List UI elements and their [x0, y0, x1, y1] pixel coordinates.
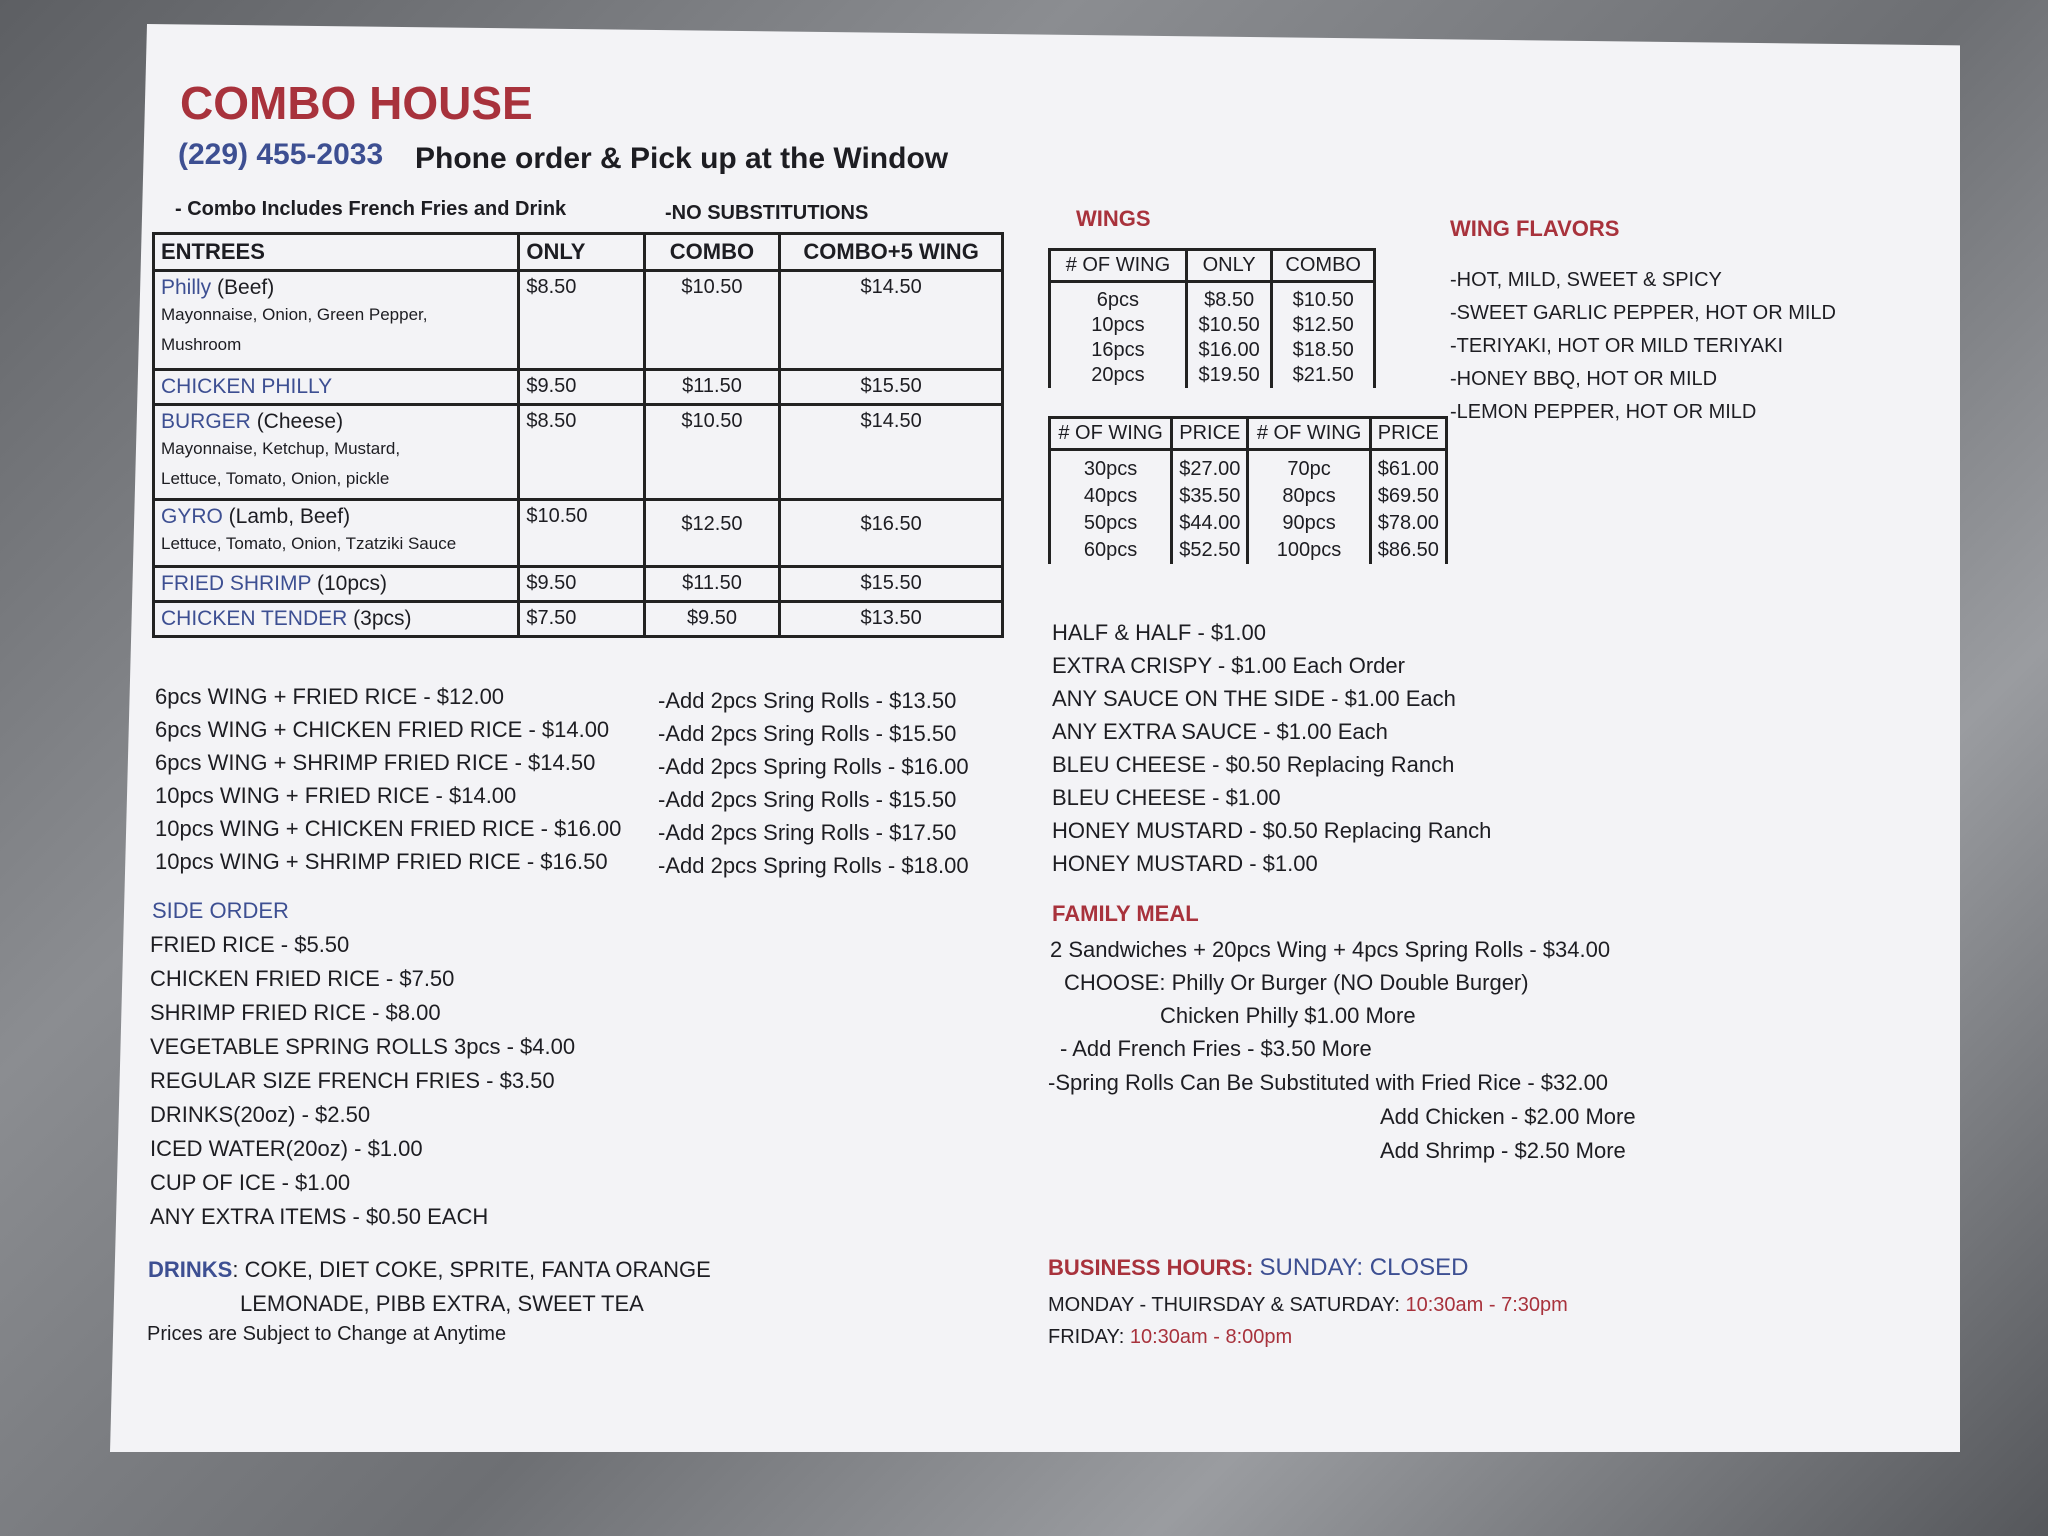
- header-combo: COMBO: [1272, 250, 1375, 282]
- wing-flavors-list: [1450, 264, 1836, 429]
- list-item: BLEU CHEESE - $0.50 Replacing Ranch: [1052, 752, 1455, 777]
- entrees-header-row: [154, 234, 1003, 271]
- list-item: -SWEET GARLIC PEPPER, HOT OR MILD: [1450, 302, 1836, 324]
- wing-count: 60pcs: [1050, 537, 1172, 564]
- family-meal-line: Add Chicken - $2.00 More: [1380, 1104, 1636, 1129]
- price-combo: $12.50: [1272, 313, 1375, 338]
- extras-list: [1052, 616, 1491, 880]
- list-item: ANY EXTRA SAUCE - $1.00 Each: [1052, 719, 1388, 744]
- entree-extra: (Lamb, Beef): [222, 505, 351, 528]
- list-item: -Add 2pcs Spring Rolls - $18.00: [658, 853, 969, 878]
- wing-count: 30pcs: [1050, 456, 1172, 483]
- list-item: HONEY MUSTARD - $1.00: [1052, 851, 1318, 876]
- price-only: $10.50: [519, 500, 644, 567]
- wing-count: 70pc: [1248, 456, 1370, 483]
- list-item: CUP OF ICE - $1.00: [150, 1170, 351, 1195]
- price-combo: $9.50: [644, 602, 780, 637]
- family-meal-line: CHOOSE: Philly Or Burger (NO Double Burger): [1064, 970, 1529, 995]
- header-wing-count: # OF WING: [1050, 418, 1172, 450]
- list-item: EXTRA CRISPY - $1.00 Each Order: [1052, 653, 1405, 678]
- side-order-list: [150, 928, 575, 1234]
- price: $27.00: [1172, 456, 1248, 483]
- table-row: [154, 602, 1003, 637]
- spring-roll-addons: [658, 684, 969, 882]
- list-item: ANY SAUCE ON THE SIDE - $1.00 Each: [1052, 686, 1456, 711]
- drinks-list: : COKE, DIET COKE, SPRITE, FANTA ORANGE: [232, 1257, 711, 1282]
- price-only: $19.50: [1186, 363, 1272, 388]
- header-only: ONLY: [1186, 250, 1272, 282]
- wing-count: 20pcs: [1050, 363, 1187, 388]
- sunday-hours: SUNDAY: CLOSED: [1259, 1254, 1469, 1281]
- price-combo: $18.50: [1272, 338, 1375, 363]
- list-item: 6pcs WING + SHRIMP FRIED RICE - $14.50: [155, 750, 596, 775]
- price-combo-5-wing: $15.50: [780, 567, 1003, 602]
- friday-label: FRIDAY:: [1048, 1326, 1125, 1348]
- list-item: 6pcs WING + CHICKEN FRIED RICE - $14.00: [155, 717, 610, 742]
- table-row: [1050, 313, 1375, 338]
- business-hours-label: BUSINESS HOURS:: [1048, 1255, 1254, 1280]
- price-combo-5-wing: $14.50: [780, 405, 1003, 500]
- list-item: -TERIYAKI, HOT OR MILD TERIYAKI: [1450, 335, 1784, 357]
- table-row: [154, 271, 1003, 370]
- family-meal-title: FAMILY MEAL: [1052, 901, 1199, 926]
- price-only: $7.50: [519, 602, 644, 637]
- entree-desc: Mayonnaise, Onion, Green Pepper, Mushroom: [161, 305, 428, 354]
- list-item: -Add 2pcs Sring Rolls - $17.50: [658, 820, 957, 845]
- wing-count: 40pcs: [1050, 483, 1172, 510]
- table-row: [1050, 288, 1375, 313]
- drinks-label: DRINKS: [148, 1257, 233, 1282]
- list-item: -LEMON PEPPER, HOT OR MILD: [1450, 401, 1757, 423]
- price-only: $10.50: [1186, 313, 1272, 338]
- price-only: $9.50: [519, 370, 644, 405]
- header-combo: COMBO: [644, 234, 780, 271]
- header-price: PRICE: [1370, 418, 1446, 450]
- entree-name: CHICKEN PHILLY: [161, 375, 333, 398]
- price-only: $9.50: [519, 567, 644, 602]
- list-item: HALF & HALF - $1.00: [1052, 620, 1266, 645]
- price: $78.00: [1370, 510, 1446, 537]
- family-meal-line: Add Shrimp - $2.50 More: [1380, 1138, 1626, 1163]
- price-combo: $10.50: [644, 405, 780, 500]
- entree-name: GYRO: [161, 505, 223, 528]
- entree-extra: (10pcs): [311, 572, 387, 595]
- header-wing-count: # OF WING: [1050, 250, 1187, 282]
- wing-rice-list: [155, 680, 621, 878]
- friday-time: 10:30am - 8:00pm: [1129, 1326, 1293, 1348]
- list-item: -Add 2pcs Sring Rolls - $15.50: [658, 721, 957, 746]
- table-row: [154, 500, 1003, 567]
- bulk-wings-header-row: [1050, 418, 1447, 450]
- list-item: SHRIMP FRIED RICE - $8.00: [150, 1000, 441, 1025]
- table-row: [154, 370, 1003, 405]
- list-item: 6pcs WING + FRIED RICE - $12.00: [155, 684, 505, 709]
- list-item: 10pcs WING + FRIED RICE - $14.00: [155, 783, 517, 808]
- list-item: BLEU CHEESE - $1.00: [1052, 785, 1281, 810]
- wing-count: 100pcs: [1248, 537, 1370, 564]
- wings-header-row: [1050, 250, 1375, 282]
- price: $86.50: [1370, 537, 1446, 564]
- family-meal-line: -Spring Rolls Can Be Substituted with Fried Rice - $32.00: [1048, 1070, 1609, 1095]
- list-item: 10pcs WING + SHRIMP FRIED RICE - $16.50: [155, 849, 608, 874]
- side-order-title: SIDE ORDER: [152, 898, 289, 923]
- list-item: ANY EXTRA ITEMS - $0.50 EACH: [150, 1204, 489, 1229]
- price-only: $8.50: [1186, 288, 1272, 313]
- header-combo-5-wing: COMBO+5 WING: [780, 234, 1003, 271]
- combo-note: - Combo Includes French Fries and Drink: [175, 198, 567, 220]
- table-row: [154, 567, 1003, 602]
- entrees-table: [152, 232, 1004, 638]
- list-item: REGULAR SIZE FRENCH FRIES - $3.50: [150, 1068, 555, 1093]
- list-item: 10pcs WING + CHICKEN FRIED RICE - $16.00: [155, 816, 622, 841]
- weekday-hours-line: [1048, 1294, 1568, 1317]
- price-combo: $12.50: [644, 500, 780, 567]
- family-meal-line: - Add French Fries - $3.50 More: [1060, 1036, 1372, 1061]
- wing-flavors-title: WING FLAVORS: [1450, 216, 1620, 241]
- list-item: -HONEY BBQ, HOT OR MILD: [1450, 368, 1718, 390]
- table-row: [1050, 510, 1447, 537]
- price: $61.00: [1370, 456, 1446, 483]
- list-item: -HOT, MILD, SWEET & SPICY: [1450, 269, 1722, 291]
- wing-count: 6pcs: [1050, 288, 1187, 313]
- wing-count: 16pcs: [1050, 338, 1187, 363]
- entree-extra: (Cheese): [250, 410, 344, 433]
- wing-count: 80pcs: [1248, 483, 1370, 510]
- weekday-label: MONDAY - THUIRSDAY & SATURDAY:: [1048, 1294, 1400, 1316]
- price: $44.00: [1172, 510, 1248, 537]
- list-item: FRIED RICE - $5.50: [150, 932, 350, 957]
- wings-title: WINGS: [1076, 206, 1151, 231]
- price: $69.50: [1370, 483, 1446, 510]
- list-item: HONEY MUSTARD - $0.50 Replacing Ranch: [1052, 818, 1492, 843]
- header-price: PRICE: [1172, 418, 1248, 450]
- list-item: -Add 2pcs Sring Rolls - $13.50: [658, 688, 957, 713]
- price-only: $8.50: [519, 271, 644, 370]
- list-item: -Add 2pcs Spring Rolls - $16.00: [658, 754, 969, 779]
- entree-name: Philly: [161, 276, 212, 299]
- entree-name: CHICKEN TENDER: [161, 607, 348, 630]
- price: $35.50: [1172, 483, 1248, 510]
- price-only: $8.50: [519, 405, 644, 500]
- entree-extra: (3pcs): [347, 607, 412, 630]
- price-change-note: Prices are Subject to Change at Anytime: [147, 1323, 507, 1345]
- table-row: [1050, 363, 1375, 388]
- table-row: [154, 405, 1003, 500]
- header-entrees: ENTREES: [154, 234, 519, 271]
- entree-desc: Lettuce, Tomato, Onion, Tzatziki Sauce: [161, 534, 457, 553]
- entree-name: BURGER: [161, 410, 251, 433]
- phone-number: (229) 455-2033: [178, 138, 384, 171]
- business-hours-line: [1048, 1254, 1468, 1282]
- wing-count: 10pcs: [1050, 313, 1187, 338]
- list-item: CHICKEN FRIED RICE - $7.50: [150, 966, 455, 991]
- weekday-time: 10:30am - 7:30pm: [1405, 1294, 1568, 1316]
- wings-table: [1048, 248, 1376, 388]
- price: $52.50: [1172, 537, 1248, 564]
- list-item: -Add 2pcs Sring Rolls - $15.50: [658, 787, 957, 812]
- list-item: VEGETABLE SPRING ROLLS 3pcs - $4.00: [150, 1034, 576, 1059]
- drinks-line-1: [148, 1257, 711, 1283]
- table-row: [1050, 483, 1447, 510]
- price-only: $16.00: [1186, 338, 1272, 363]
- table-row: [1050, 537, 1447, 564]
- price-combo: $11.50: [644, 567, 780, 602]
- entree-extra: (Beef): [211, 276, 275, 299]
- family-meal-line: 2 Sandwiches + 20pcs Wing + 4pcs Spring Rolls - $34.00: [1050, 937, 1611, 962]
- header-wing-count: # OF WING: [1248, 418, 1370, 450]
- page-title: COMBO HOUSE: [180, 77, 533, 129]
- friday-hours-line: [1048, 1326, 1292, 1349]
- list-item: DRINKS(20oz) - $2.50: [150, 1102, 371, 1127]
- price-combo: $10.50: [1272, 288, 1375, 313]
- entree-desc: Mayonnaise, Ketchup, Mustard, Lettuce, Tomato, Onion, pickle: [161, 439, 401, 488]
- header-only: ONLY: [519, 234, 644, 271]
- price-combo: $21.50: [1272, 363, 1375, 388]
- price-combo-5-wing: $15.50: [780, 370, 1003, 405]
- family-meal-line: Chicken Philly $1.00 More: [1160, 1003, 1416, 1028]
- price-combo-5-wing: $16.50: [780, 500, 1003, 567]
- tagline: Phone order & Pick up at the Window: [415, 142, 949, 175]
- table-row: [1050, 338, 1375, 363]
- price-combo: $10.50: [644, 271, 780, 370]
- price-combo-5-wing: $13.50: [780, 602, 1003, 637]
- price-combo: $11.50: [644, 370, 780, 405]
- wing-count: 50pcs: [1050, 510, 1172, 537]
- no-substitutions-note: -NO SUBSTITUTIONS: [665, 202, 869, 224]
- wing-count: 90pcs: [1248, 510, 1370, 537]
- list-item: ICED WATER(20oz) - $1.00: [150, 1136, 423, 1161]
- price-combo-5-wing: $14.50: [780, 271, 1003, 370]
- bulk-wings-table: [1048, 416, 1448, 564]
- entree-name: FRIED SHRIMP: [161, 572, 312, 595]
- drinks-line-2: LEMONADE, PIBB EXTRA, SWEET TEA: [240, 1291, 644, 1316]
- table-row: [1050, 456, 1447, 483]
